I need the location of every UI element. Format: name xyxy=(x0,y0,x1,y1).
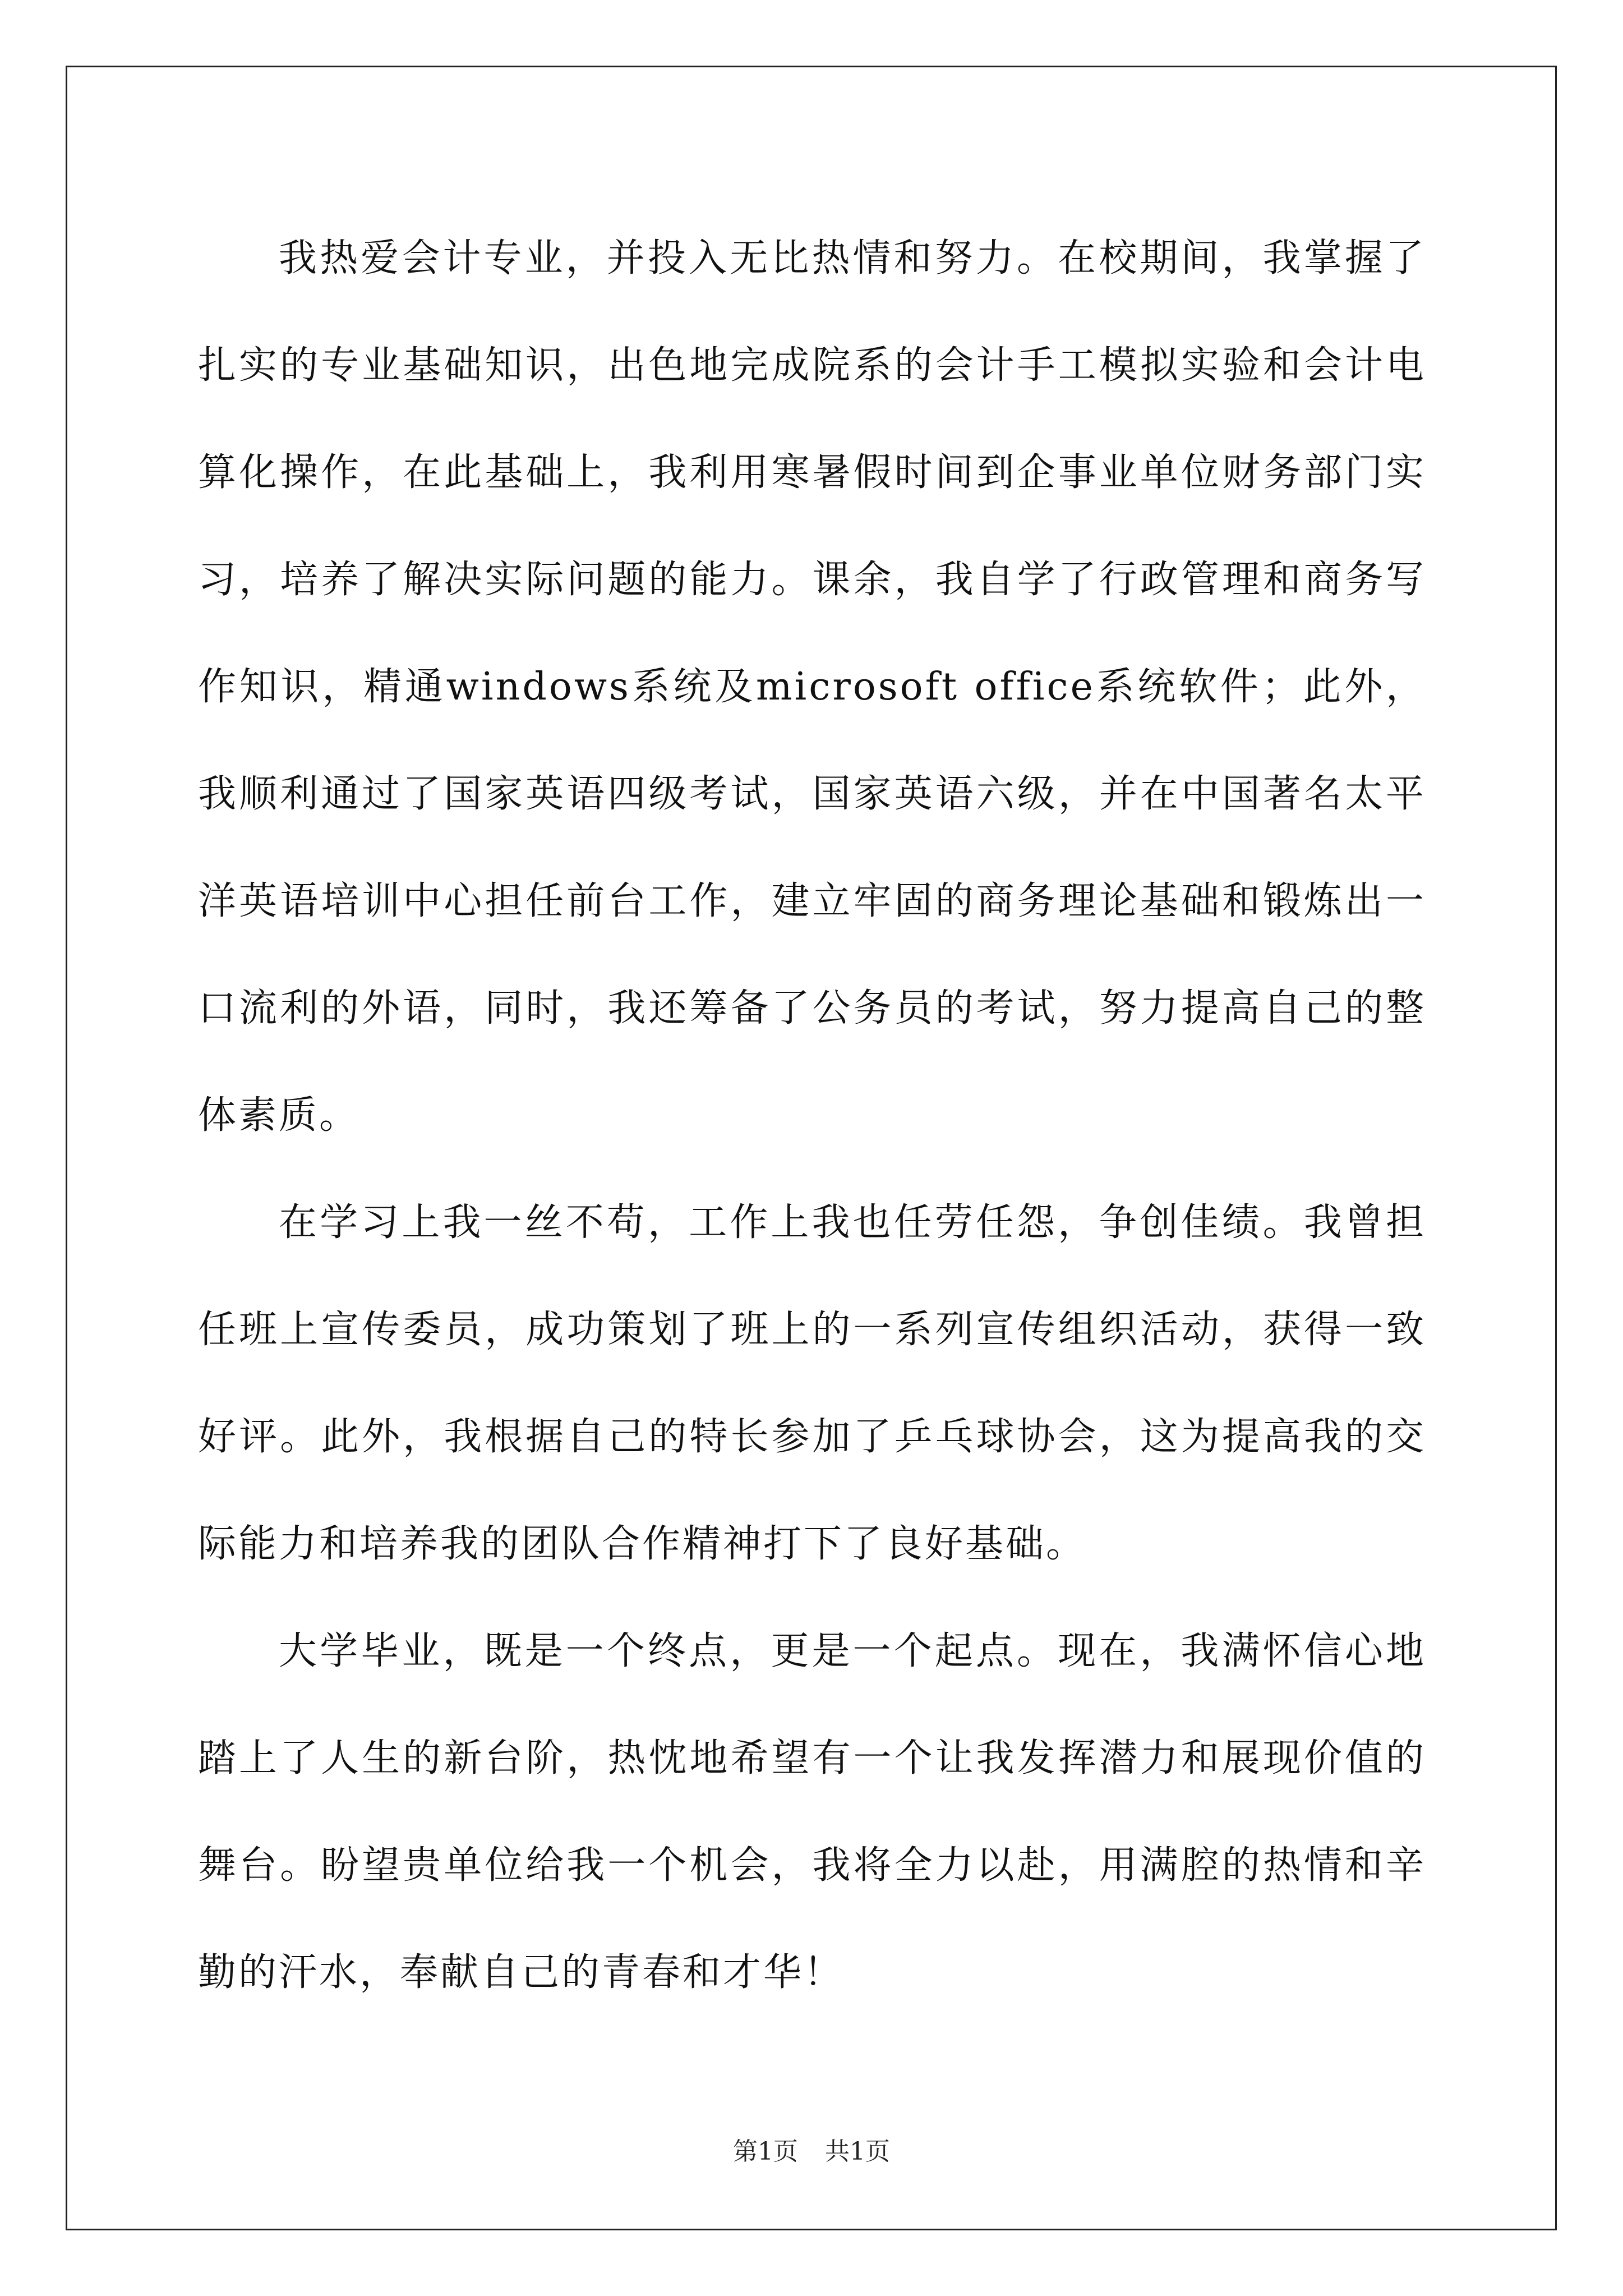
page-number-total: 共1页 xyxy=(825,2137,890,2166)
paragraph-2: 在学习上我一丝不苟，工作上我也任劳任怨，争创佳绩。我曾担任班上宣传委员，成功策划了班上的一系列宣传组织活动，获得一致好评。此外，我根据自己的特长参加了乒乓球协会，这为提高我的交际能力和培养我的团队合作精神打下了良好基础。 xyxy=(198,1200,1426,1566)
page-number-current: 第1页 xyxy=(733,2137,798,2166)
paragraph-3: 大学毕业，既是一个终点，更是一个起点。现在，我满怀信心地踏上了人生的新台阶，热忱地希望有一个让我发挥潜力和展现价值的舞台。盼望贵单位给我一个机会，我将全力以赴，用满腔的热情和辛勤的汗水，奉献自己的青春和才华！ xyxy=(198,1629,1426,1995)
page-footer xyxy=(0,2131,1623,2167)
document-body xyxy=(198,205,1426,2026)
paragraph-1: 我热爱会计专业，并投入无比热情和努力。在校期间，我掌握了扎实的专业基础知识，出色地完成院系的会计手工模拟实验和会计电算化操作，在此基础上，我利用寒暑假时间到企事业单位财务部门实习，培养了解决实际问题的能力。课余，我自学了行政管理和商务写作知识，精通windows系统及microsoft office系统软件；此外，我顺利通过了国家英语四级考试，国家英语六级，并在中国著名太平洋英语培训中心担任前台工作，建立牢固的商务理论基础和锻炼出一口流利的外语，同时，我还筹备了公务员的考试，努力提高自己的整体素质。 xyxy=(198,236,1426,1138)
